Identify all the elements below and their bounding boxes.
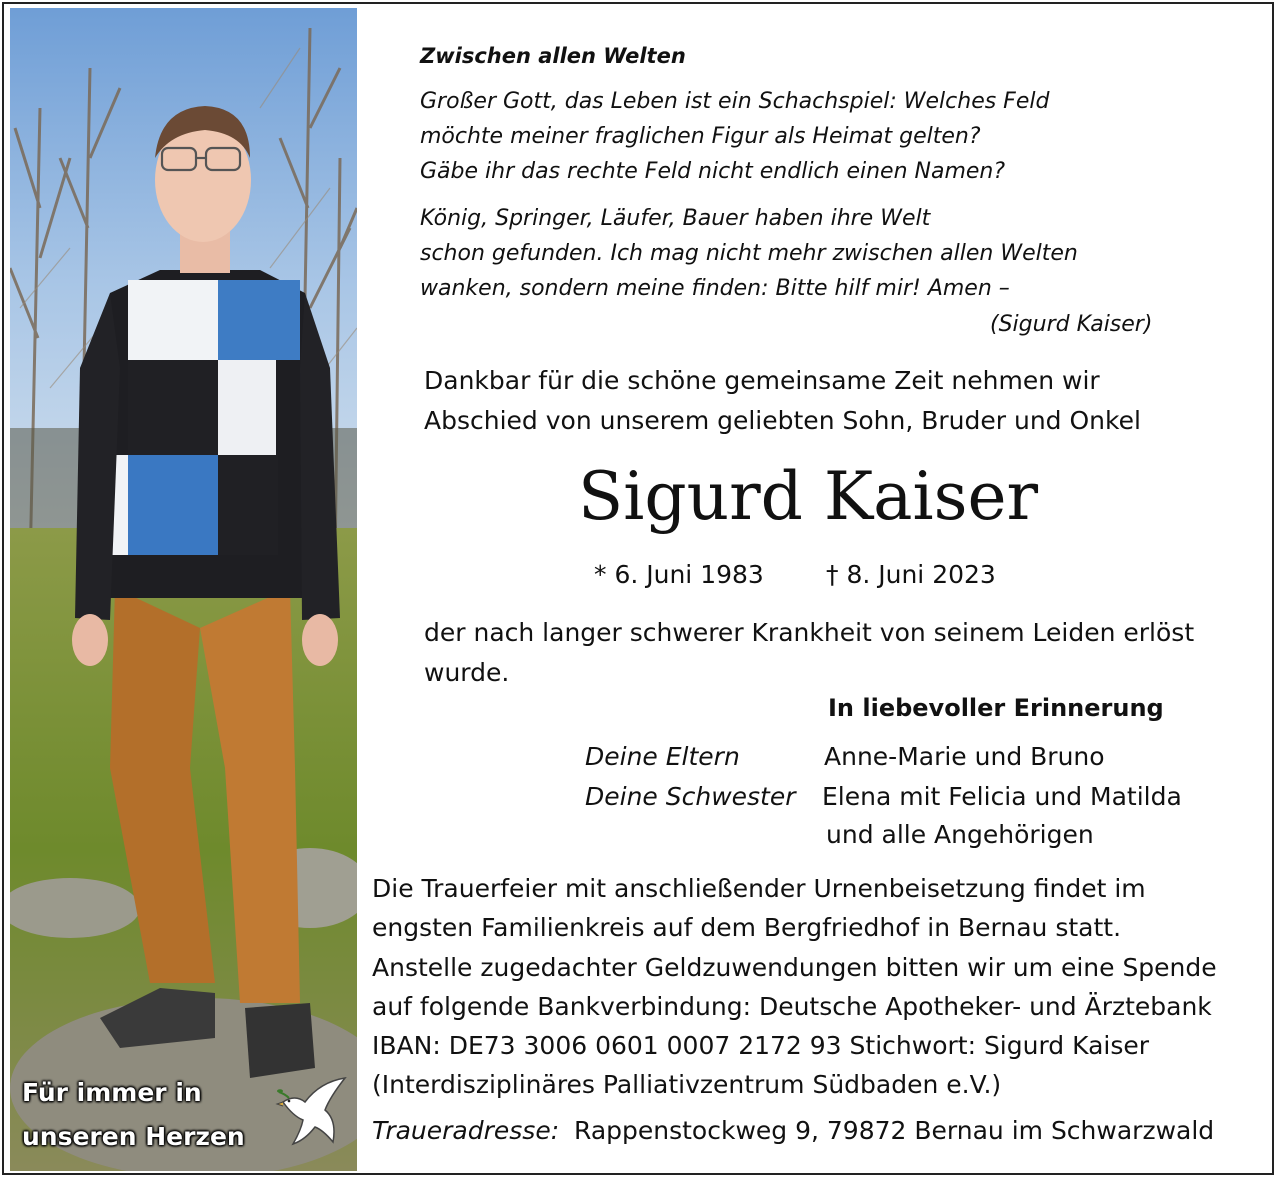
sister-names: Elena mit Felicia und Matilda — [822, 782, 1182, 811]
intro-line: Dankbar für die schöne gemeinsame Zeit nehmen wir — [424, 366, 1100, 395]
poem-author: (Sigurd Kaiser) — [990, 312, 1153, 337]
poem-line: König, Springer, Läufer, Bauer haben ihre Welt — [420, 206, 931, 231]
deceased-name: Sigurd Kaiser — [578, 458, 1039, 535]
service-line: Anstelle zugedachter Geldzuwendungen bitten wir um eine Spende — [372, 953, 1217, 982]
condolence-line: wurde. — [424, 658, 510, 687]
poem-line: Großer Gott, das Leben ist ein Schachspiel: Welches Feld — [420, 89, 1050, 114]
address-label: Traueradresse: — [372, 1116, 560, 1145]
poem-line: schon gefunden. Ich mag nicht mehr zwischen allen Welten — [420, 241, 1078, 266]
photo-caption-line-2: unseren Herzen — [22, 1122, 245, 1151]
other-relatives: und alle Angehörigen — [826, 820, 1094, 849]
address-value: Rappenstockweg 9, 79872 Bernau im Schwarzwald — [574, 1116, 1215, 1145]
death-date: † 8. Juni 2023 — [826, 560, 996, 589]
condolence-line: der nach langer schwerer Krankheit von seinem Leiden erlöst — [424, 618, 1195, 647]
service-line: (Interdisziplinäres Palliativzentrum Südbaden e.V.) — [372, 1070, 1002, 1099]
memory-heading: In liebevoller Erinnerung — [828, 694, 1164, 722]
photo-caption-line-1: Für immer in — [22, 1078, 202, 1107]
portrait-photo — [10, 8, 357, 1171]
birth-date: * 6. Juni 1983 — [594, 560, 764, 589]
parents-label: Deine Eltern — [585, 742, 740, 771]
service-line: IBAN: DE73 3006 0601 0007 2172 93 Stichwort: Sigurd Kaiser — [372, 1031, 1150, 1060]
poem-line: wanken, sondern meine finden: Bitte hilf mir! Amen – — [420, 276, 1010, 301]
parents-names: Anne-Marie und Bruno — [824, 742, 1105, 771]
poem-line: möchte meiner fraglichen Figur als Heimat gelten? — [420, 124, 981, 149]
service-line: engsten Familienkreis auf dem Bergfriedhof in Bernau statt. — [372, 913, 1122, 942]
sister-label: Deine Schwester — [585, 782, 796, 811]
intro-line: Abschied von unserem geliebten Sohn, Bruder und Onkel — [424, 406, 1141, 435]
service-line: Die Trauerfeier mit anschließender Urnenbeisetzung findet im — [372, 874, 1146, 903]
poem-line: Gäbe ihr das rechte Feld nicht endlich einen Namen? — [420, 159, 1006, 184]
service-line: auf folgende Bankverbindung: Deutsche Apotheker- und Ärztebank — [372, 992, 1212, 1021]
poem-title: Zwischen allen Welten — [420, 44, 686, 68]
dove-icon — [275, 1072, 355, 1150]
